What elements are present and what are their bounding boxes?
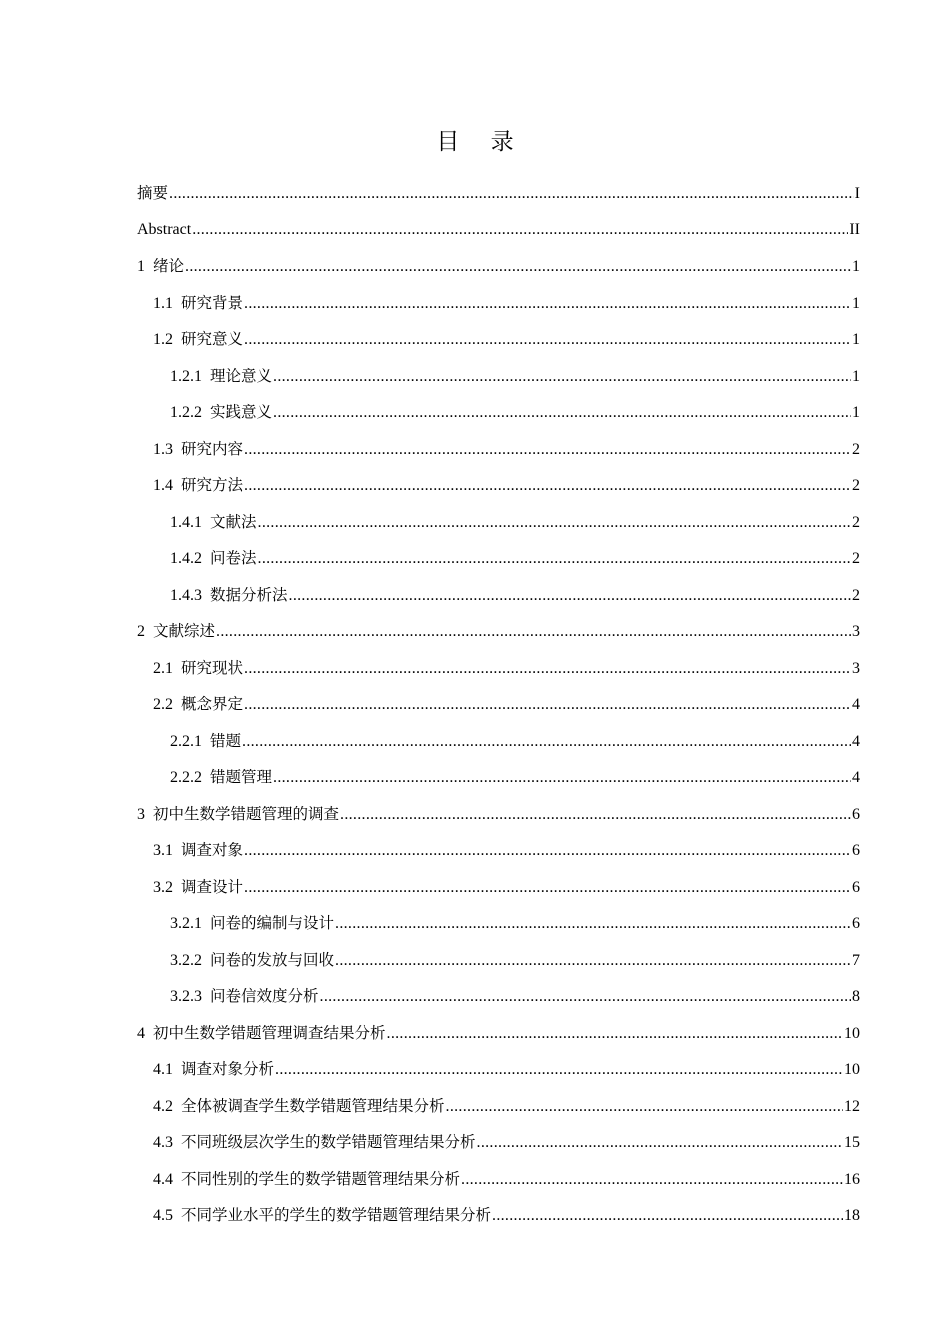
toc-entry[interactable] <box>137 504 860 541</box>
toc-entry[interactable] <box>137 613 860 650</box>
toc-entry-page: 2 <box>852 513 860 531</box>
toc-entry-number: 3.2.2 <box>170 951 202 969</box>
toc-dot-leader <box>289 578 851 615</box>
toc-entry-number: 1.2.2 <box>170 404 202 421</box>
toc-entry-label <box>137 1015 386 1053</box>
toc-entry-page: 10 <box>844 1061 860 1078</box>
page-title: 目 录 <box>436 129 526 155</box>
toc-dot-leader <box>192 212 848 249</box>
toc-entry-number: 3.1 <box>153 842 173 859</box>
toc-dot-leader <box>185 249 851 286</box>
toc-entry-title: 不同学业水平的学生的数学错题管理结果分析 <box>181 1206 492 1224</box>
toc-entry-number: 2.1 <box>153 659 173 677</box>
toc-entry-page: 4 <box>852 696 860 713</box>
toc-entry-title: 文献法 <box>210 512 257 531</box>
toc-entry[interactable] <box>137 942 860 979</box>
toc-entry-title: 不同班级层次学生的数学错题管理结果分析 <box>181 1133 476 1151</box>
toc-entry-title: 错题 <box>210 731 242 750</box>
toc-entry-title: 摘要 <box>137 184 169 202</box>
toc-dot-leader <box>273 359 851 396</box>
toc-entry-page: 16 <box>844 1170 860 1188</box>
toc-entry-title: 全体被调查学生数学错题管理结果分析 <box>181 1096 445 1115</box>
toc-dot-leader <box>273 760 851 797</box>
toc-entry-label <box>170 905 334 943</box>
toc-entry[interactable] <box>137 723 860 760</box>
toc-entry-number: 2.2.1 <box>170 732 202 750</box>
toc-entry-title: Abstract <box>137 220 192 238</box>
toc-entry-title: 问卷的发放与回收 <box>210 950 335 969</box>
toc-entry-label <box>170 394 272 432</box>
toc-entry-number: 2.2.2 <box>170 769 202 786</box>
toc-entry-label <box>153 467 243 505</box>
toc-dot-leader <box>335 906 851 943</box>
toc-entry-page: 6 <box>852 915 860 932</box>
toc-entry-page: 2 <box>852 550 860 567</box>
toc-dot-leader <box>169 176 854 213</box>
toc-entry-label <box>153 285 243 323</box>
toc-entry-number: 3 <box>137 805 145 823</box>
toc-entry[interactable] <box>137 540 860 577</box>
toc-dot-leader <box>216 614 851 651</box>
toc-entry-page: 3 <box>852 659 860 677</box>
toc-entry[interactable] <box>137 321 860 358</box>
toc-entry-label <box>170 978 319 1016</box>
toc-dot-leader <box>340 797 851 834</box>
toc-dot-leader <box>242 724 851 761</box>
toc-entry-number: 4.3 <box>153 1134 173 1151</box>
toc-entry[interactable] <box>137 1124 860 1161</box>
toc-entry-page: I <box>854 185 860 202</box>
toc-entry-page: 10 <box>844 1024 860 1042</box>
toc-entry[interactable] <box>137 1015 860 1052</box>
toc-entry-page: 1 <box>852 404 860 421</box>
toc-entry-title: 问卷法 <box>210 549 257 567</box>
toc-entry-label <box>153 431 243 469</box>
toc-entry-number: 1.4.2 <box>170 550 202 567</box>
toc-entry-label <box>153 1051 274 1089</box>
toc-entry-page: 1 <box>852 294 860 312</box>
toc-entry[interactable] <box>137 248 860 285</box>
toc-entry-page: 8 <box>852 988 860 1005</box>
toc-entry-label <box>153 321 243 359</box>
toc-entry-label <box>153 686 243 724</box>
toc-dot-leader <box>477 1125 843 1162</box>
toc-entry-page: 12 <box>844 1097 860 1115</box>
toc-entry-label <box>137 212 191 249</box>
toc-dot-leader <box>273 395 851 432</box>
toc-dot-leader <box>320 979 851 1016</box>
toc-entry-page: 4 <box>852 732 860 750</box>
toc-entry-number: 2 <box>137 623 145 640</box>
toc-entry-page: 1 <box>852 367 860 385</box>
toc-entry-page: 2 <box>852 440 860 458</box>
toc-entry-label <box>170 942 334 980</box>
toc-entry-number: 3.2 <box>153 878 173 896</box>
toc-entry-page: 2 <box>852 586 860 604</box>
toc-entry-number: 3.2.1 <box>170 915 202 932</box>
toc-entry-number: 4.5 <box>153 1207 173 1224</box>
toc-entry[interactable] <box>137 832 860 869</box>
toc-entry-title: 数据分析法 <box>210 585 288 604</box>
toc-entry-title: 研究方法 <box>181 476 244 494</box>
toc-entry-number: 4.2 <box>153 1097 173 1115</box>
toc-entry-number: 1.2.1 <box>170 367 202 385</box>
toc-dot-leader <box>244 687 851 724</box>
toc-entry-number: 3.2.3 <box>170 988 202 1005</box>
toc-entry-label <box>170 504 257 542</box>
toc-entry-title: 错题管理 <box>210 768 273 786</box>
toc-entry[interactable] <box>137 467 860 504</box>
toc-entry[interactable] <box>137 905 860 942</box>
toc-entry[interactable] <box>137 978 860 1015</box>
table-of-contents <box>137 175 860 1234</box>
toc-entry-label <box>170 358 272 396</box>
toc-entry-page: 6 <box>852 842 860 859</box>
toc-entry[interactable] <box>137 1088 860 1125</box>
toc-entry-page: 6 <box>852 805 860 823</box>
toc-entry-title: 研究意义 <box>181 330 244 348</box>
toc-entry-title: 文献综述 <box>153 622 216 640</box>
toc-entry-page: 4 <box>852 769 860 786</box>
toc-entry-number: 4 <box>137 1024 145 1042</box>
toc-entry[interactable] <box>137 577 860 614</box>
toc-dot-leader <box>335 943 851 980</box>
toc-dot-leader <box>258 505 851 542</box>
toc-dot-leader <box>461 1162 843 1199</box>
toc-entry-page: 7 <box>852 951 860 969</box>
toc-entry[interactable] <box>137 759 860 796</box>
toc-entry[interactable] <box>137 358 860 395</box>
toc-entry-title: 初中生数学错题管理的调查 <box>153 804 340 823</box>
toc-entry-page: II <box>849 220 860 238</box>
toc-dot-leader <box>244 870 851 907</box>
toc-dot-leader <box>387 1016 843 1053</box>
toc-entry-title: 问卷信效度分析 <box>210 987 319 1005</box>
toc-dot-leader <box>275 1052 843 1089</box>
toc-entry-label <box>170 759 272 797</box>
toc-entry-title: 调查设计 <box>181 877 244 896</box>
toc-entry-number: 2.2 <box>153 696 173 713</box>
toc-entry-label <box>153 869 243 907</box>
toc-entry-title: 理论意义 <box>210 366 273 385</box>
toc-dot-leader <box>244 432 851 469</box>
toc-entry-title: 不同性别的学生的数学错题管理结果分析 <box>181 1169 461 1188</box>
toc-entry-label <box>137 248 184 286</box>
toc-entry-label <box>170 540 257 578</box>
toc-entry[interactable] <box>137 212 860 249</box>
toc-dot-leader <box>244 286 851 323</box>
toc-entry-number: 1.2 <box>153 331 173 348</box>
toc-entry-number: 1.4.3 <box>170 586 202 604</box>
toc-entry-number: 1.4.1 <box>170 513 202 531</box>
toc-entry-label <box>153 832 243 870</box>
toc-entry-label <box>153 1161 460 1199</box>
toc-entry-label <box>170 577 288 615</box>
toc-entry[interactable] <box>137 1197 860 1234</box>
toc-entry-page: 1 <box>852 331 860 348</box>
toc-entry-title: 实践意义 <box>210 403 273 421</box>
toc-entry-label <box>170 723 241 761</box>
toc-entry-page: 3 <box>852 623 860 640</box>
toc-entry-page: 18 <box>844 1207 860 1224</box>
toc-entry-number: 1 <box>137 258 145 275</box>
toc-entry-page: 2 <box>852 477 860 494</box>
toc-entry-number: 1.1 <box>153 294 173 312</box>
toc-entry[interactable] <box>137 869 860 906</box>
toc-entry-label <box>137 796 339 834</box>
toc-entry[interactable] <box>137 175 860 212</box>
toc-entry-title: 研究现状 <box>181 658 244 677</box>
toc-entry-label <box>137 613 215 651</box>
toc-entry-title: 研究背景 <box>181 293 244 312</box>
toc-entry-title: 概念界定 <box>181 695 244 713</box>
toc-entry-label <box>153 1124 476 1162</box>
toc-entry[interactable] <box>137 394 860 431</box>
toc-entry-label <box>153 650 243 688</box>
toc-dot-leader <box>244 651 851 688</box>
toc-entry-label <box>153 1197 491 1235</box>
toc-entry-number: 4.1 <box>153 1061 173 1078</box>
toc-entry-number: 1.3 <box>153 440 173 458</box>
toc-dot-leader <box>244 468 851 505</box>
toc-entry-title: 问卷的编制与设计 <box>210 914 335 932</box>
toc-entry[interactable] <box>137 1161 860 1198</box>
toc-entry[interactable] <box>137 650 860 687</box>
toc-entry-title: 调查对象分析 <box>181 1060 275 1078</box>
toc-dot-leader <box>244 322 851 359</box>
toc-entry[interactable] <box>137 285 860 322</box>
toc-entry-number: 1.4 <box>153 477 173 494</box>
toc-entry[interactable] <box>137 431 860 468</box>
toc-dot-leader <box>492 1198 843 1235</box>
toc-entry-page: 1 <box>852 258 860 275</box>
toc-dot-leader <box>258 541 851 578</box>
toc-dot-leader <box>446 1089 843 1126</box>
toc-entry-page: 15 <box>844 1134 860 1151</box>
toc-entry-title: 初中生数学错题管理调查结果分析 <box>153 1023 386 1042</box>
toc-entry[interactable] <box>137 686 860 723</box>
toc-entry-number: 4.4 <box>153 1170 173 1188</box>
toc-dot-leader <box>244 833 851 870</box>
toc-entry-page: 6 <box>852 878 860 896</box>
toc-entry[interactable] <box>137 796 860 833</box>
toc-entry-label <box>137 175 168 213</box>
toc-entry-title: 调查对象 <box>181 841 244 859</box>
toc-entry-label <box>153 1088 445 1126</box>
toc-entry[interactable] <box>137 1051 860 1088</box>
toc-entry-title: 绪论 <box>153 257 185 275</box>
toc-entry-title: 研究内容 <box>181 439 244 458</box>
